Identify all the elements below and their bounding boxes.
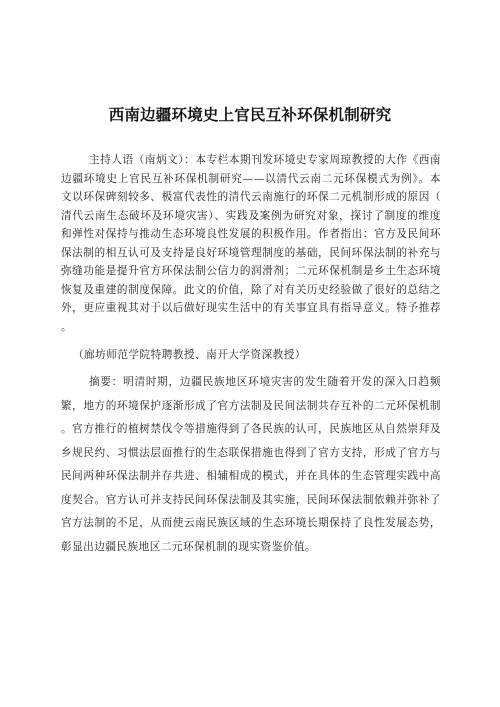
host-affiliation: （廊坊师范学院特聘教授、南开大学资深教授）: [73, 349, 306, 361]
host-introduction-paragraph: 主持人语（南炳文）：本专栏本期刊发环境史专家周琼教授的大作《西南边疆环境史上官民互补环保机制研究——以清代云南二元环保模式为例》。本文以环保碑刻较多、极富代表性的清代云南施行的环保二元机制形成的原因（清代云南生态破坏及环境灾害）、实践及案例为研究对象，探讨了制度的维度和弹性对保持与推动生态环境良性发展的积极作用。作者指出：官方及民间环保法制的相互认可及支持是良好环境管理制度的基础，民间环保法制的补充与弥缝功能是提升官方环保法制公信力的润滑剂；二元环保机制是乡土生态环境恢复及重建的制度保障。此文的价值，除了对有关历史经验做了很好的总结之外，更应重视其对于以后做好现实生活中的有关事宜具有指导意义。特予推荐。: [61, 154, 441, 333]
document-title: 西南边疆环境史上官民互补环保机制研究: [108, 106, 392, 125]
abstract-paragraph: 摘要：明清时期，边疆民族地区环境灾害的发生随着开发的深入日趋频繁，地方的环境保护逐渐形成了官方法制及民间法制共存互补的二元环保机制。官方推行的植树禁伐令等措施得到了各民族的认可，民族地区从自然崇拜及乡规民约、习惯法层面推行的生态联保措施也得到了官方支持，形成了官方与民间两种环保法制并存共进、相辅相成的模式，并在具体的生态管理实践中高度契合。官方认可并支持民间环保法制及其实施，民间环保法制依赖并弥补了官方法制的不足，从而使云南民族区域的生态环境长期保持了良性发展态势，彰显出边疆民族地区二元环保机制的现实资鉴价值。: [61, 376, 441, 553]
